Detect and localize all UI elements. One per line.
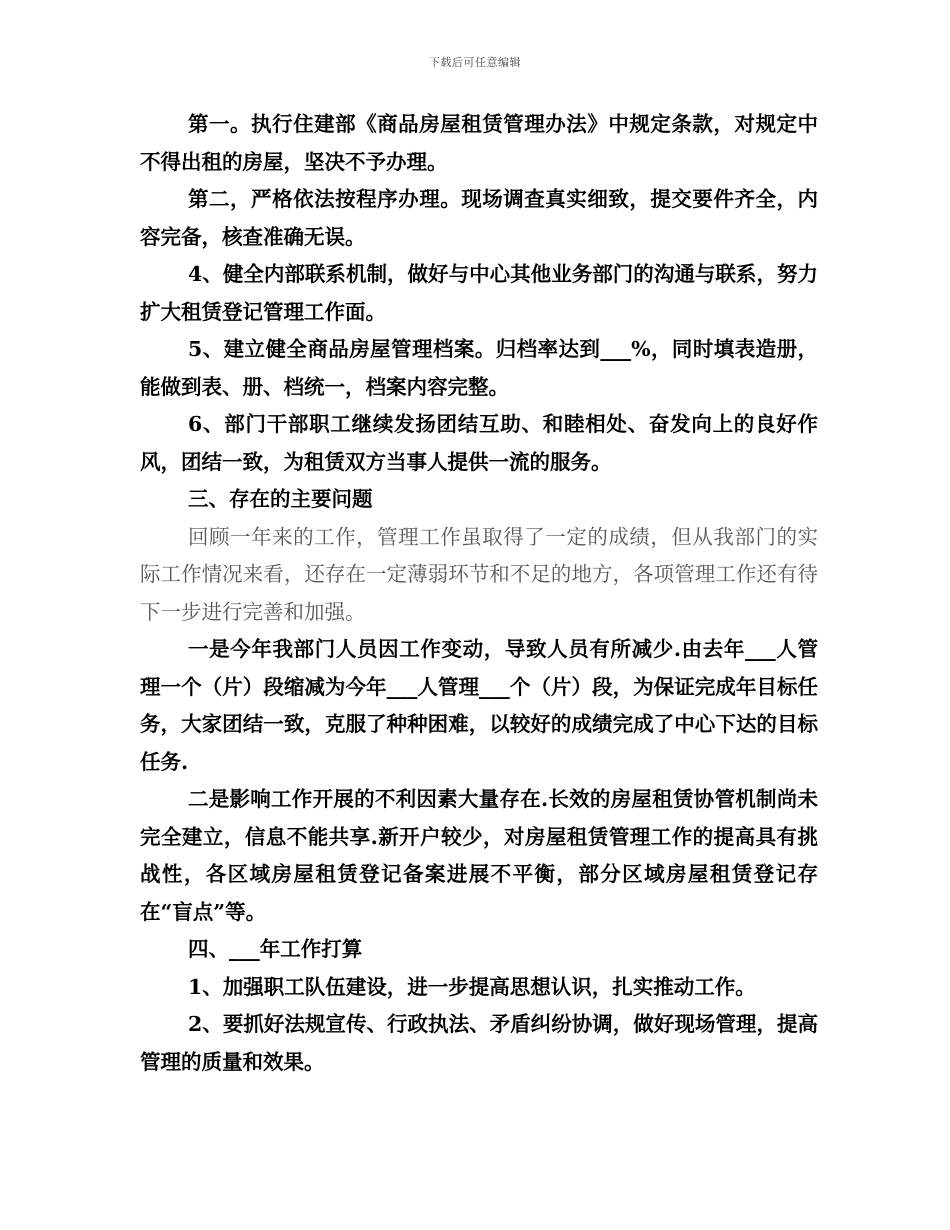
paragraph-item-5: 5、建立健全商品房屋管理档案。归档率达到___%，同时填表造册，能做到表、册、档统一，档案内容完整。	[140, 337, 818, 399]
page-header: 下载后可任意编辑	[429, 56, 521, 69]
paragraph-problem-2: 二是影响工作开展的不利因素大量存在.长效的房屋租赁协管机制尚未完全建立，信息不能共享.新开户较少，对房屋租赁管理工作的提高具有挑战性，各区域房屋租赁登记备案进展不平衡，部分区域房屋租赁登记存在“盲点”等。	[140, 787, 818, 924]
paragraph-problem-1: 一是今年我部门人员因工作变动，导致人员有所减少.由去年___人管理一个（片）段缩减为今年___人管理___个（片）段，为保证完成年目标任务，大家团结一致，克服了种种困难，以较好的成绩完成了中心下达的目标任务.	[140, 637, 818, 774]
paragraph-item-6: 6、部门干部职工继续发扬团结互助、和睦相处、奋发向上的良好作风，团结一致，为租赁双方当事人提供一流的服务。	[140, 412, 818, 474]
paragraph-plan-2: 2、要抓好法规宣传、行政执法、矛盾纠纷协调，做好现场管理，提高管理的质量和效果。	[140, 1012, 818, 1074]
section-heading-problems: 三、存在的主要问题	[188, 487, 373, 511]
paragraph-item-4: 4、健全内部联系机制，做好与中心其他业务部门的沟通与联系，努力扩大租赁登记管理工作面。	[140, 262, 818, 324]
document-body	[140, 106, 818, 1081]
paragraph-clause-2: 第二，严格依法按程序办理。现场调查真实细致，提交要件齐全，内容完备，核查准确无误。	[140, 187, 818, 249]
section-heading-plan: 四、___年工作打算	[188, 937, 363, 961]
paragraph-clause-1: 第一。执行住建部《商品房屋租赁管理办法》中规定条款，对规定中不得出租的房屋，坚决不予办理。	[140, 112, 818, 174]
paragraph-plan-1: 1、加强职工队伍建设，进一步提高思想认识，扎实推动工作。	[188, 974, 756, 999]
paragraph-review: 回顾一年来的工作，管理工作虽取得了一定的成绩，但从我部门的实际工作情况来看，还存在一定薄弱环节和不足的地方，各项管理工作还有待下一步进行完善和加强。	[140, 524, 818, 624]
